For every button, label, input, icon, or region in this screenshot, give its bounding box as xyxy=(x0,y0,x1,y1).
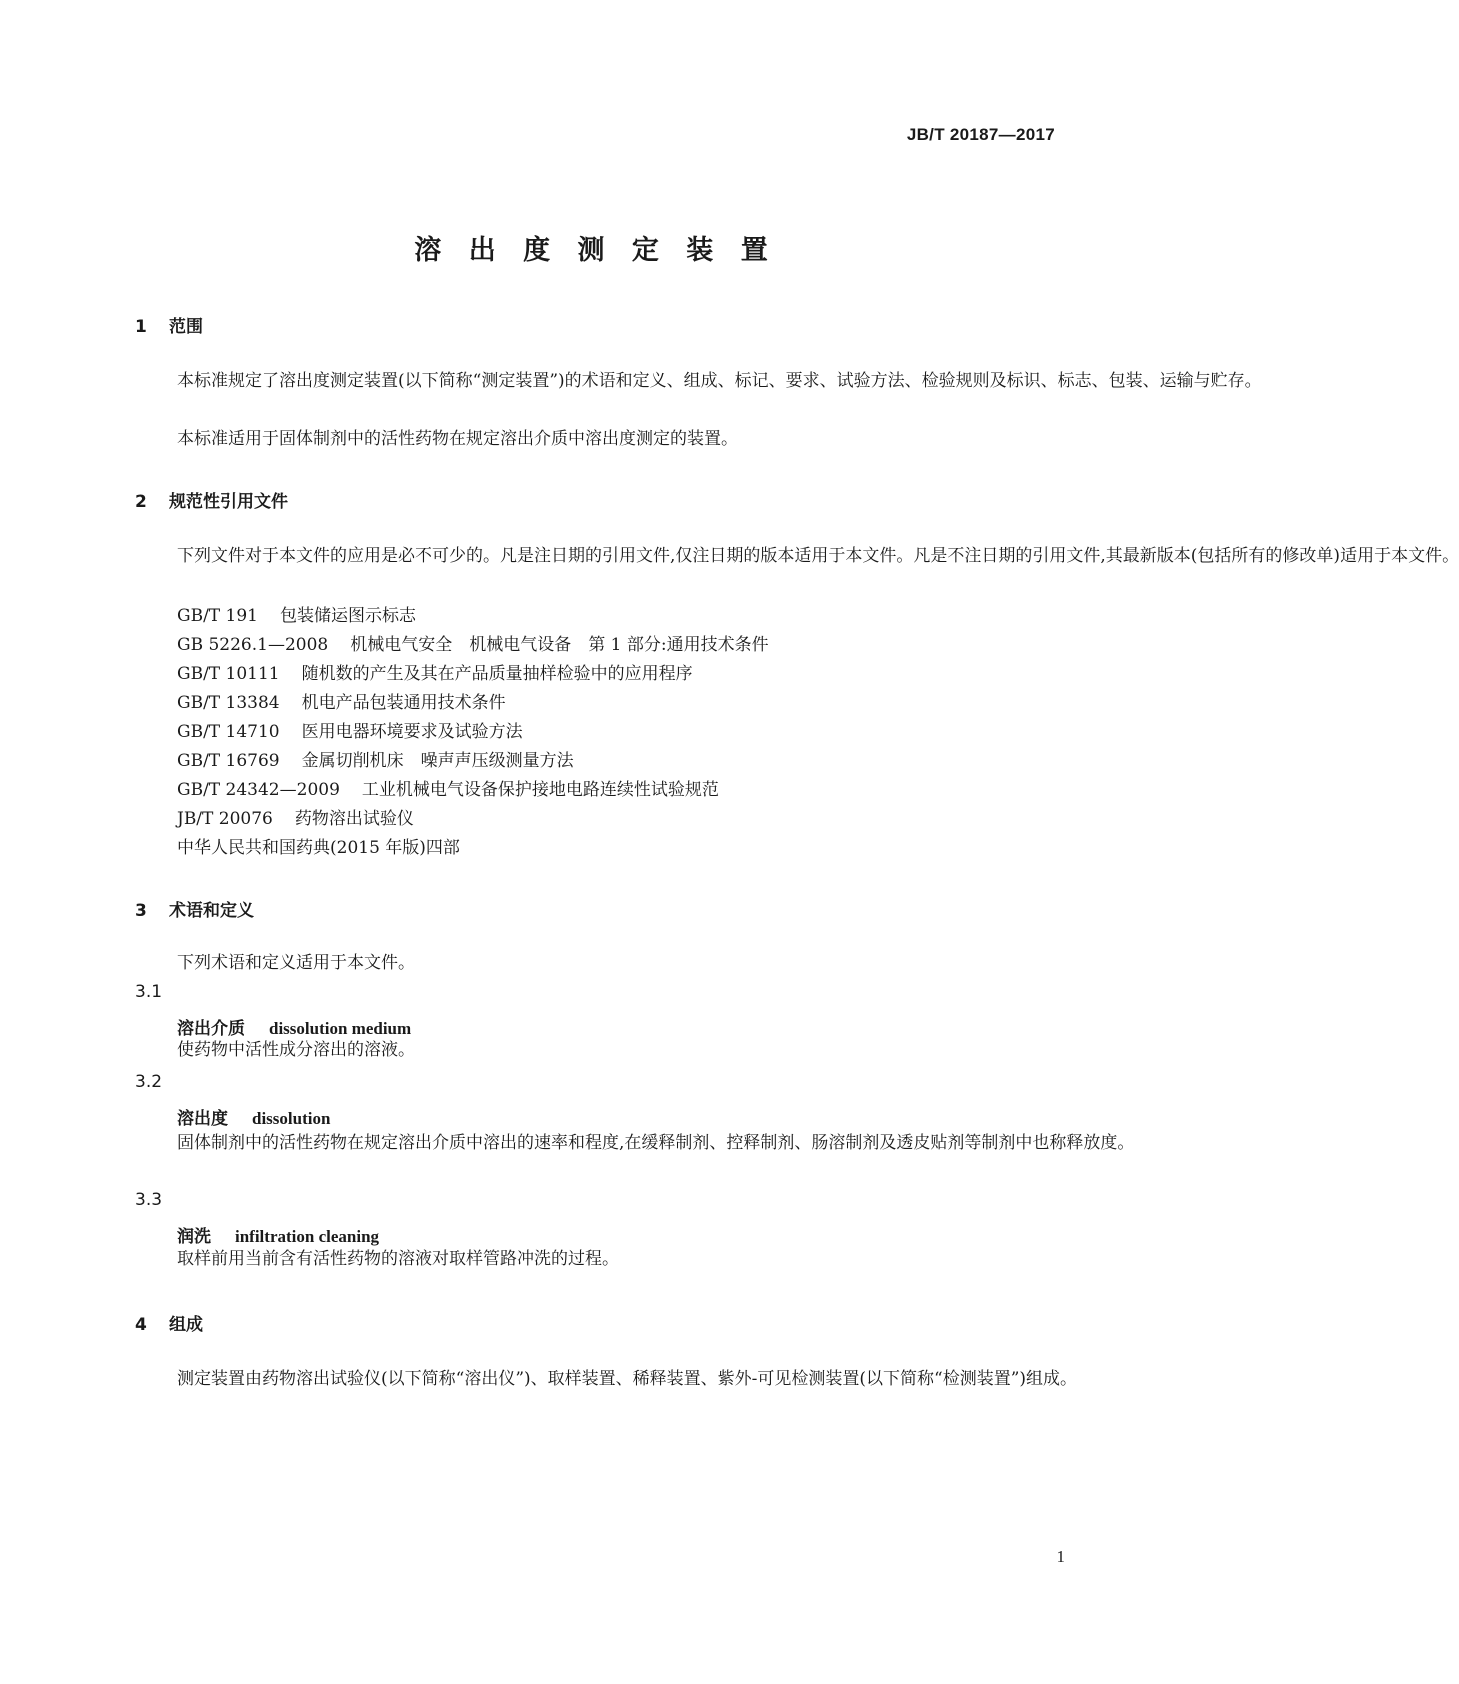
section-title: 规范性引用文件 xyxy=(169,492,288,512)
reference-item xyxy=(177,601,416,631)
section-1-para-1: 本标准规定了溶出度测定装置(以下简称“测定装置”)的术语和定义、组成、标记、要求、试验方法、检验规则及标识、标志、包装、运输与贮存。 xyxy=(177,371,1262,391)
reference-item xyxy=(177,775,719,805)
reference-title: 机电产品包装通用技术条件 xyxy=(301,693,506,713)
reference-item xyxy=(177,659,693,689)
reference-code: GB/T 14710 xyxy=(177,722,280,742)
reference-code: JB/T 20076 xyxy=(177,809,273,829)
page-title: 溶 出 度 测 定 装 置 xyxy=(414,235,777,266)
reference-code: GB/T 13384 xyxy=(177,693,280,713)
document-code: JB/T 20187—2017 xyxy=(906,125,1055,144)
section-4-para: 测定装置由药物溶出试验仪(以下简称“溶出仪”)、取样装置、稀释装置、紫外-可见检测装置(以下简称“检测装置”)组成。 xyxy=(177,1369,1078,1389)
reference-item xyxy=(177,746,574,776)
term-en: dissolution xyxy=(252,1109,331,1128)
section-2-heading xyxy=(135,487,288,512)
section-number: 1 xyxy=(135,317,147,337)
term-heading xyxy=(177,1104,330,1129)
reference-item xyxy=(177,688,506,718)
term-zh: 溶出度 xyxy=(177,1109,228,1129)
section-4-heading xyxy=(135,1310,203,1335)
section-3-heading xyxy=(135,896,254,921)
clause-number: 3.2 xyxy=(135,1072,163,1092)
reference-code: GB/T 191 xyxy=(177,606,258,626)
reference-title: 医用电器环境要求及试验方法 xyxy=(301,722,523,742)
reference-title: 工业机械电气设备保护接地电路连续性试验规范 xyxy=(361,780,719,800)
clause-number: 3.1 xyxy=(135,982,163,1002)
reference-title: 药物溶出试验仪 xyxy=(294,809,414,829)
term-definition: 固体制剂中的活性药物在规定溶出介质中溶出的速率和程度,在缓释制剂、控释制剂、肠溶制剂及透皮贴剂等制剂中也称释放度。 xyxy=(177,1133,1135,1153)
reference-title: 金属切削机床 噪声声压级测量方法 xyxy=(301,751,574,771)
section-number: 3 xyxy=(135,901,147,921)
term-en: infiltration cleaning xyxy=(235,1227,380,1246)
section-2-intro: 下列文件对于本文件的应用是必不可少的。凡是注日期的引用文件,仅注日期的版本适用于本文件。凡是不注日期的引用文件,其最新版本(包括所有的修改单)适用于本文件。 xyxy=(177,546,1459,566)
section-title: 术语和定义 xyxy=(169,901,254,921)
reference-code: GB/T 24342—2009 xyxy=(177,780,340,800)
reference-title: 机械电气安全 机械电气设备 第 1 部分:通用技术条件 xyxy=(350,635,769,655)
reference-item xyxy=(177,804,414,834)
section-1-heading xyxy=(135,312,203,337)
section-number: 2 xyxy=(135,492,147,512)
reference-item xyxy=(177,717,523,747)
term-zh: 润洗 xyxy=(177,1227,211,1247)
reference-item xyxy=(177,630,769,660)
reference-title: 包装储运图示标志 xyxy=(280,606,416,626)
term-definition: 取样前用当前含有活性药物的溶液对取样管路冲洗的过程。 xyxy=(177,1249,619,1269)
term-zh: 溶出介质 xyxy=(177,1019,245,1039)
reference-title: 随机数的产生及其在产品质量抽样检验中的应用程序 xyxy=(301,664,693,684)
term-definition: 使药物中活性成分溶出的溶液。 xyxy=(177,1040,415,1060)
section-3-intro: 下列术语和定义适用于本文件。 xyxy=(177,953,415,973)
term-en: dissolution medium xyxy=(269,1019,412,1038)
page-number: 1 xyxy=(1056,1547,1065,1566)
section-title: 范围 xyxy=(169,317,203,337)
reference-code: GB/T 10111 xyxy=(177,664,280,684)
reference-pharmacopoeia: 中华人民共和国药典(2015 年版)四部 xyxy=(177,838,460,858)
reference-code: GB 5226.1—2008 xyxy=(177,635,329,655)
section-number: 4 xyxy=(135,1315,147,1335)
section-title: 组成 xyxy=(169,1315,203,1335)
section-1-para-2: 本标准适用于固体制剂中的活性药物在规定溶出介质中溶出度测定的装置。 xyxy=(177,429,738,449)
reference-code: GB/T 16769 xyxy=(177,751,280,771)
clause-number: 3.3 xyxy=(135,1190,163,1210)
